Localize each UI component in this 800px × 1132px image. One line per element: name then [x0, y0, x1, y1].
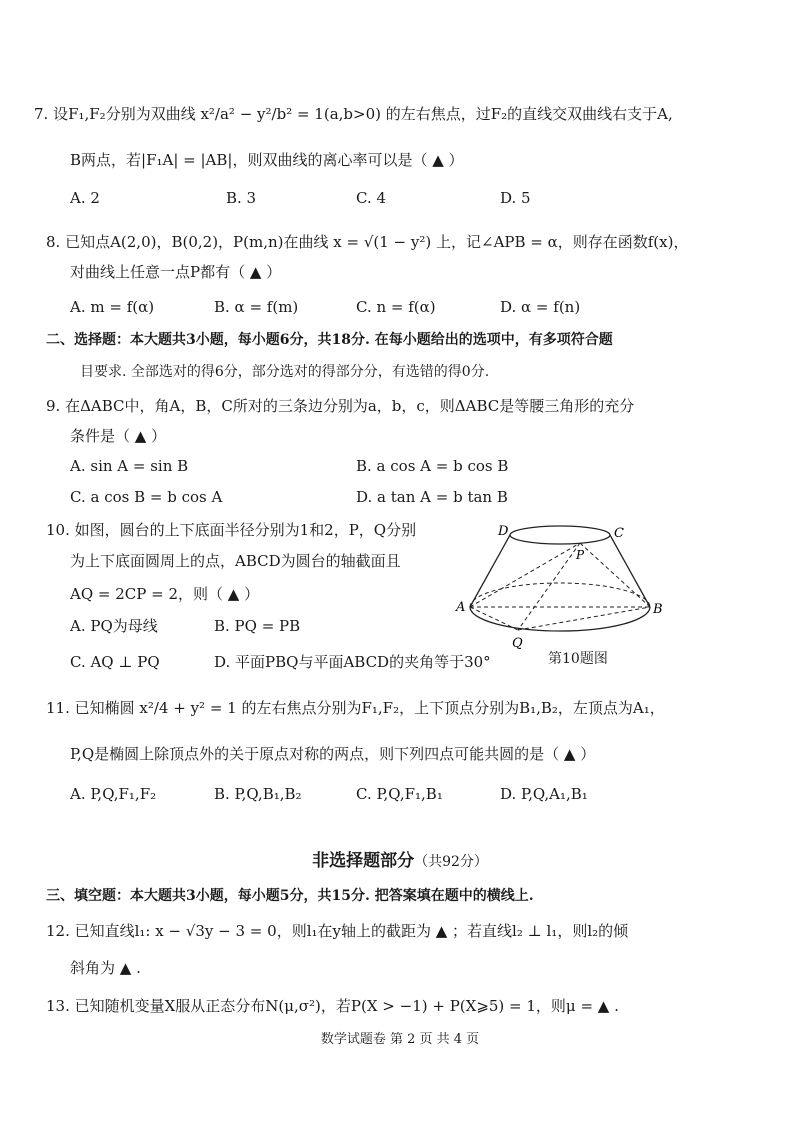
segment-pq	[518, 543, 580, 630]
q10-figure-caption: 第10题图	[548, 651, 608, 667]
q8-option-a: A. m = f(α)	[70, 298, 155, 316]
q11-option-d: D. P,Q,A₁,B₁	[500, 785, 588, 803]
q7-option-c: C. 4	[356, 189, 387, 207]
q13-line1: 13. 已知随机变量X服从正态分布N(μ,σ²)，若P(X > −1) + P(X⩾5) = 1，则μ = ▲ .	[46, 997, 619, 1015]
q10-frustum-figure	[450, 515, 670, 655]
q8-line2: 对曲线上任意一点P都有（ ▲ ）	[70, 263, 282, 281]
q9-line1: 9. 在ΔABC中，角A，B，C所对的三条边分别为a，b，c，则ΔABC是等腰三角形的充分	[46, 397, 635, 415]
segment-qb	[518, 607, 650, 630]
q7-option-b: B. 3	[226, 189, 257, 207]
label-d: D	[498, 524, 509, 539]
q12-line2: 斜角为 ▲ .	[70, 959, 141, 977]
part2-score: （共92分）	[414, 854, 488, 870]
q12-line1: 12. 已知直线l₁: x − √3y − 3 = 0，则l₁在y轴上的截距为 ▲ ；若直线l₂ ⊥ l₁，则l₂的倾	[46, 922, 629, 940]
q8-option-c: C. n = f(α)	[356, 298, 436, 316]
q10-option-d: D. 平面PBQ与平面ABCD的夹角等于30°	[214, 653, 491, 671]
bottom-base-back-arc	[470, 583, 650, 607]
q9-option-a: A. sin A = sin B	[70, 457, 189, 475]
q9-option-b: B. a cos A = b cos B	[356, 457, 509, 475]
section2-line2: 目要求. 全部选对的得6分，部分选对的得部分分，有选错的得0分.	[80, 364, 490, 380]
q10-option-a: A. PQ为母线	[70, 617, 158, 635]
label-p: P	[576, 548, 585, 562]
part2-header	[0, 846, 800, 871]
q11-option-c: C. P,Q,F₁,B₁	[356, 785, 443, 803]
q10-line1: 10. 如图，圆台的上下底面半径分别为1和2，P，Q分别	[46, 521, 417, 539]
q7-option-d: D. 5	[500, 189, 531, 207]
q11-line2: P,Q是椭圆上除顶点外的关于原点对称的两点，则下列四点可能共圆的是（ ▲ ）	[70, 745, 596, 763]
q7-line2: B两点，若|F₁A| = |AB|，则双曲线的离心率可以是（ ▲ ）	[70, 151, 464, 169]
q10-line2: 为上下底面圆周上的点，ABCD为圆台的轴截面且	[70, 552, 401, 570]
top-base-ellipse	[510, 526, 610, 544]
q11-option-b: B. P,Q,B₁,B₂	[214, 785, 302, 803]
part2-title: 非选择题部分	[312, 851, 415, 871]
label-a: A	[456, 600, 466, 615]
segment-ap	[470, 543, 580, 607]
q8-option-d: D. α = f(n)	[500, 298, 581, 316]
label-c: C	[614, 526, 624, 541]
q11-option-a: A. P,Q,F₁,F₂	[70, 785, 157, 803]
bottom-base-front-arc	[470, 607, 650, 631]
q10-option-c: C. AQ ⊥ PQ	[70, 653, 160, 671]
right-generatrix	[610, 535, 650, 607]
section3-line1: 三、填空题：本大题共3小题，每小题5分，共15分. 把答案填在题中的横线上.	[46, 888, 534, 904]
segment-pb	[580, 543, 650, 607]
q9-line2: 条件是（ ▲ ）	[70, 427, 167, 445]
segment-aq	[470, 607, 518, 630]
q11-line1: 11. 已知椭圆 x²/4 + y² = 1 的左右焦点分别为F₁,F₂，上下顶点分别为B₁,B₂，左顶点为A₁，	[46, 699, 665, 717]
q10-option-b: B. PQ = PB	[214, 617, 301, 635]
q10-line3: AQ = 2CP = 2，则（ ▲ ）	[70, 585, 260, 603]
left-generatrix	[470, 535, 510, 607]
label-q: Q	[512, 636, 523, 651]
page-footer: 数学试题卷 第 2 页 共 4 页	[320, 1032, 480, 1047]
label-b: B	[653, 602, 663, 617]
section2-line1: 二、选择题：本大题共3小题，每小题6分，共18分. 在每小题给出的选项中，有多项符合题	[46, 332, 613, 348]
q8-line1: 8. 已知点A(2,0)，B(0,2)，P(m,n)在曲线 x = √(1 − y²) 上，记∠APB = α，则存在函数f(x)，	[46, 233, 689, 251]
q9-option-c: C. a cos B = b cos A	[70, 488, 223, 506]
q7-line1: 7. 设F₁,F₂分别为双曲线 x²/a² − y²/b² = 1(a,b>0) 的左右焦点，过F₂的直线交双曲线右支于A,	[34, 105, 673, 123]
q8-option-b: B. α = f(m)	[214, 298, 299, 316]
q9-option-d: D. a tan A = b tan B	[356, 488, 508, 506]
q7-option-a: A. 2	[70, 189, 100, 207]
